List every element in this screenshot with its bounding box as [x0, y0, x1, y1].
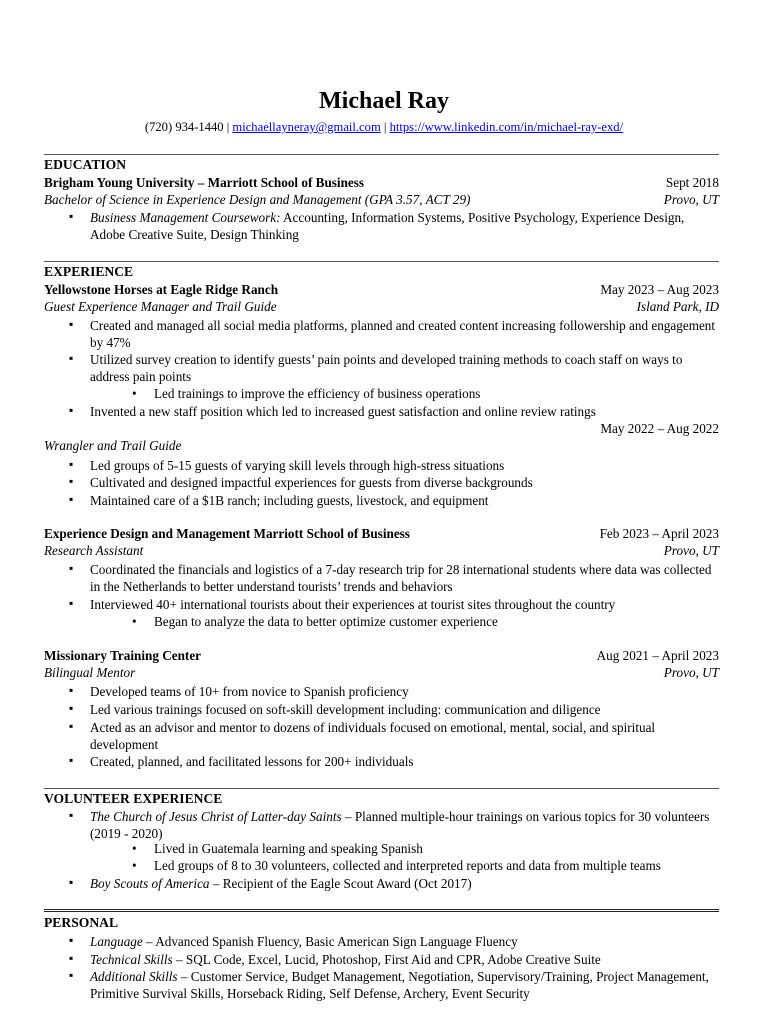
list-item	[90, 933, 720, 950]
section-divider	[44, 788, 719, 789]
job-role2-date-row	[44, 421, 719, 437]
contact-separator: |	[223, 120, 233, 134]
volunteer-text: – Recipient of the Eagle Scout Award (Oct 2017)	[209, 876, 472, 891]
job-org: Missionary Training Center	[44, 648, 202, 663]
list-item: ▪ Coordinated the financials and logistics of a 7-day research trip for 28 international students where data was collected in the Netherlands to better understand tourists’ trends and behaviors	[90, 561, 720, 595]
job-role: Research Assistant	[44, 543, 144, 558]
experience-heading: EXPERIENCE	[44, 264, 134, 279]
skill-text: – Advanced Spanish Fluency, Basic American Sign Language Fluency	[142, 934, 518, 949]
job-header-row	[44, 648, 719, 664]
job-role-row	[44, 665, 719, 681]
list-item: ▪ Created and managed all social media platforms, planned and created content increasing followership and engagement by 47%	[90, 317, 720, 351]
job-role-row	[44, 543, 719, 559]
school-location: Provo, UT	[663, 192, 719, 207]
phone-number: (720) 934-1440	[144, 120, 224, 134]
volunteer-text: – Planned multiple-hour trainings on various topics for 30 volunteers (2019 - 2020)	[90, 809, 710, 841]
sub-list-item: • Led groups of 8 to 30 volunteers, collected and interpreted reports and data from multiple teams	[154, 857, 720, 874]
section-divider	[44, 909, 719, 912]
section-divider	[44, 154, 719, 155]
linkedin-link[interactable]: https://www.linkedin.com/in/michael-ray-exd/	[389, 120, 624, 134]
list-item: ▪ Utilized survey creation to identify guests’ pain points and developed training methods to coach staff on ways to address pain points	[90, 351, 720, 385]
skill-label: Additional Skills	[90, 969, 178, 984]
personal-heading: PERSONAL	[44, 915, 119, 930]
list-item	[90, 875, 720, 892]
job-location: Provo, UT	[663, 665, 719, 680]
volunteer-org: Boy Scouts of America	[90, 876, 210, 891]
school-name: Brigham Young University – Marriott School of Business	[44, 175, 365, 190]
sub-list-item: • Led trainings to improve the efficiency of business operations	[154, 385, 720, 402]
email-link[interactable]: michaellayneray@gmail.com	[232, 120, 381, 134]
degree: Bachelor of Science in Experience Design and Management (GPA 3.57, ACT 29)	[44, 192, 471, 207]
skill-text: – SQL Code, Excel, Lucid, Photoshop, First Aid and CPR, Adobe Creative Suite	[172, 952, 601, 967]
job-date: May 2023 – Aug 2023	[600, 282, 719, 297]
sub-list-item: • Lived in Guatemala learning and speaking Spanish	[154, 840, 720, 857]
list-item: ▪ Interviewed 40+ international tourists about their experiences at tourist sites throughout the country	[90, 596, 720, 613]
job-role-row	[44, 299, 719, 315]
job-org: Experience Design and Management Marriott School of Business	[44, 526, 410, 541]
contact-separator: |	[380, 120, 390, 134]
education-school-row	[44, 175, 719, 191]
list-item: ▪ Developed teams of 10+ from novice to Spanish proficiency	[90, 683, 720, 700]
sub-list-item: • Began to analyze the data to better optimize customer experience	[154, 613, 720, 630]
coursework-bullet	[90, 209, 720, 243]
volunteer-org: The Church of Jesus Christ of Latter-day Saints	[90, 809, 342, 824]
list-item	[90, 808, 720, 842]
job-location: Island Park, ID	[636, 299, 719, 314]
education-degree-row	[44, 192, 719, 208]
skill-label: Technical Skills	[90, 952, 173, 967]
list-item: ▪ Led various trainings focused on soft-skill development including: communication and diligence	[90, 701, 720, 718]
job-date: May 2022 – Aug 2022	[600, 421, 719, 436]
contact-line	[0, 120, 768, 135]
section-divider	[44, 261, 719, 262]
list-item: ▪ Cultivated and designed impactful experiences for guests from diverse backgrounds	[90, 474, 720, 491]
job-date: Aug 2021 – April 2023	[596, 648, 719, 663]
list-item: ▪ Invented a new staff position which led to increased guest satisfaction and online review ratings	[90, 403, 720, 420]
list-item: ▪ Created, planned, and facilitated lessons for 200+ individuals	[90, 753, 720, 770]
volunteer-heading: VOLUNTEER EXPERIENCE	[44, 791, 223, 806]
list-item	[90, 968, 720, 1002]
job-org: Yellowstone Horses at Eagle Ridge Ranch	[44, 282, 279, 297]
skill-label: Language	[90, 934, 143, 949]
resume-name: Michael Ray	[319, 88, 449, 114]
job-header-row	[44, 282, 719, 298]
coursework-label: Business Management Coursework:	[90, 210, 281, 225]
job-role: Guest Experience Manager and Trail Guide	[44, 299, 277, 314]
education-heading: EDUCATION	[44, 157, 127, 172]
school-date: Sept 2018	[665, 175, 719, 190]
job-header-row	[44, 526, 719, 542]
job-location: Provo, UT	[663, 543, 719, 558]
list-item: ▪ Acted as an advisor and mentor to dozens of individuals focused on emotional, mental, social, and spiritual development	[90, 719, 720, 753]
job-role: Wrangler and Trail Guide	[44, 438, 182, 453]
job-role: Bilingual Mentor	[44, 665, 136, 680]
skill-text: – Customer Service, Budget Management, Negotiation, Supervisory/Training, Project Management, Primitive Survival Skills, Horseback Riding, Self Defense, Archery, Event Security	[90, 969, 709, 1001]
list-item: ▪ Maintained care of a $1B ranch; including guests, livestock, and equipment	[90, 492, 720, 509]
list-item	[90, 951, 720, 968]
list-item: ▪ Led groups of 5-15 guests of varying skill levels through high-stress situations	[90, 457, 720, 474]
job-role-row	[44, 438, 719, 454]
coursework-text: Accounting, Information Systems, Positive Psychology, Experience Design, Adobe Creative Suite, Design Thinking	[90, 210, 685, 242]
job-date: Feb 2023 – April 2023	[599, 526, 719, 541]
